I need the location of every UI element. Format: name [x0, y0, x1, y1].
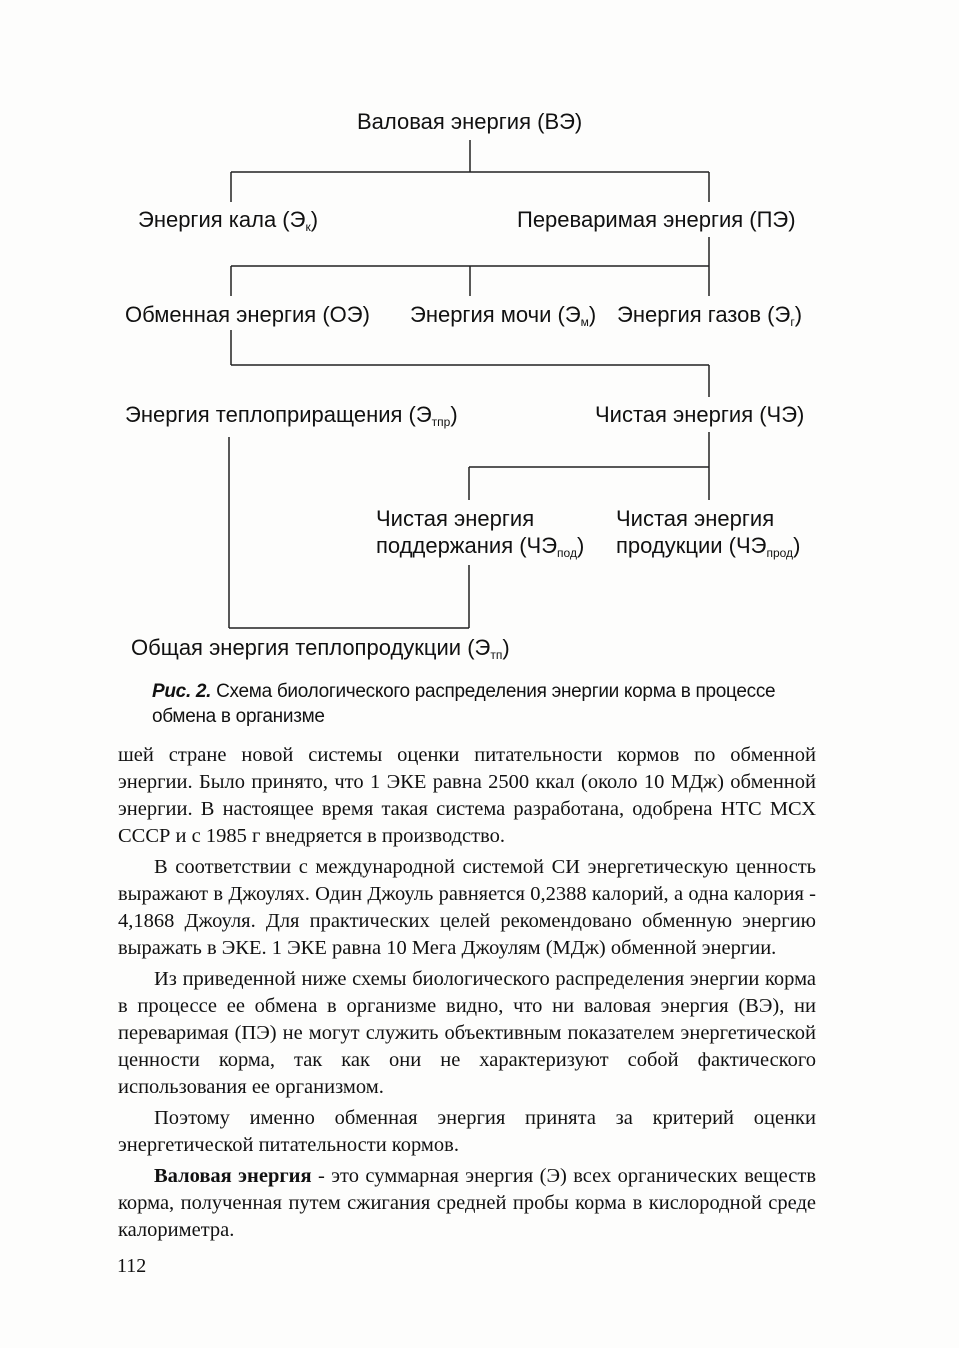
figure-label: Рис. 2. — [152, 681, 212, 702]
metabolizable-energy-label: Обменная энергия (ОЭ) — [125, 302, 370, 327]
gross-energy-label: Валовая энергия (ВЭ) — [357, 109, 583, 134]
feces-energy-label: Энергия кала $(Э_к)$ — [138, 207, 319, 234]
total-heat-production-label: Общая энергия теплопродукции $(Э_{тп})$ — [131, 635, 510, 662]
body-text — [118, 742, 816, 1248]
paragraph: В соответствии с международной системой СИ энергетическую ценность выражают в Джоулях. Один Джоуль равняется 0,2388 калорий, а одна калория - 4,1868 Джоуля. Для практических целей рекомендовано обменную энергию выражать в ЭКЕ. 1 ЭКЕ равна 10 Мега Джоулям (МДж) обменной энергии. — [118, 856, 816, 959]
paragraph-gross-energy-definition: Валовая энергия - это суммарная энергия (Э) всех органических веществ корма, полученная путем сжигания средней пробы корма в кислородной среде калориметра. — [118, 1165, 816, 1241]
heat-increment-energy-label: Энергия теплоприращения $(Э_{тпр})$ — [125, 402, 458, 429]
net-energy-label: Чистая энергия (ЧЭ) — [595, 402, 805, 427]
maintenance-energy-label: Чистая энергия поддержания $(ЧЭ_{под})$ — [376, 506, 585, 560]
caption-text: Схема биологического распределения энергии корма в процессе обмена в организме — [152, 681, 776, 727]
term-gross-energy: Валовая энергия — [154, 1165, 312, 1187]
page-number: 112 — [117, 1255, 147, 1277]
gases-energy-label: Энергия газов $(Э_г)$ — [617, 302, 803, 329]
paragraph: шей стране новой системы оценки питательности кормов по обменной энергии. Было принято, что 1 ЭКЕ равна 2500 ккал (около 10 МДж) обменной энергии. В настоящее время такая система разработана, одобрена НТС МСХ СССР и с 1985 г внедряется в производство. — [118, 744, 816, 847]
paragraph: Поэтому именно обменная энергия принята за критерий оценки энергетической питательности кормов. — [118, 1107, 816, 1156]
paragraph: Из приведенной ниже схемы биологического распределения энергии корма в процессе ее обмена в организме видно, что ни валовая энергия (ВЭ), ни переваримая (ПЭ) не могут служить объективным показателем энергетической ценности корма, так как они не характеризуют собой фактического использования ее организмом. — [118, 968, 816, 1098]
digestible-energy-label: Переваримая энергия (ПЭ) — [517, 207, 796, 232]
urine-energy-label: Энергия мочи $(Э_м)$ — [410, 302, 597, 329]
figure-caption — [152, 679, 822, 729]
production-energy-label: Чистая энергия продукции $(ЧЭ_{прод})$ — [616, 506, 801, 560]
